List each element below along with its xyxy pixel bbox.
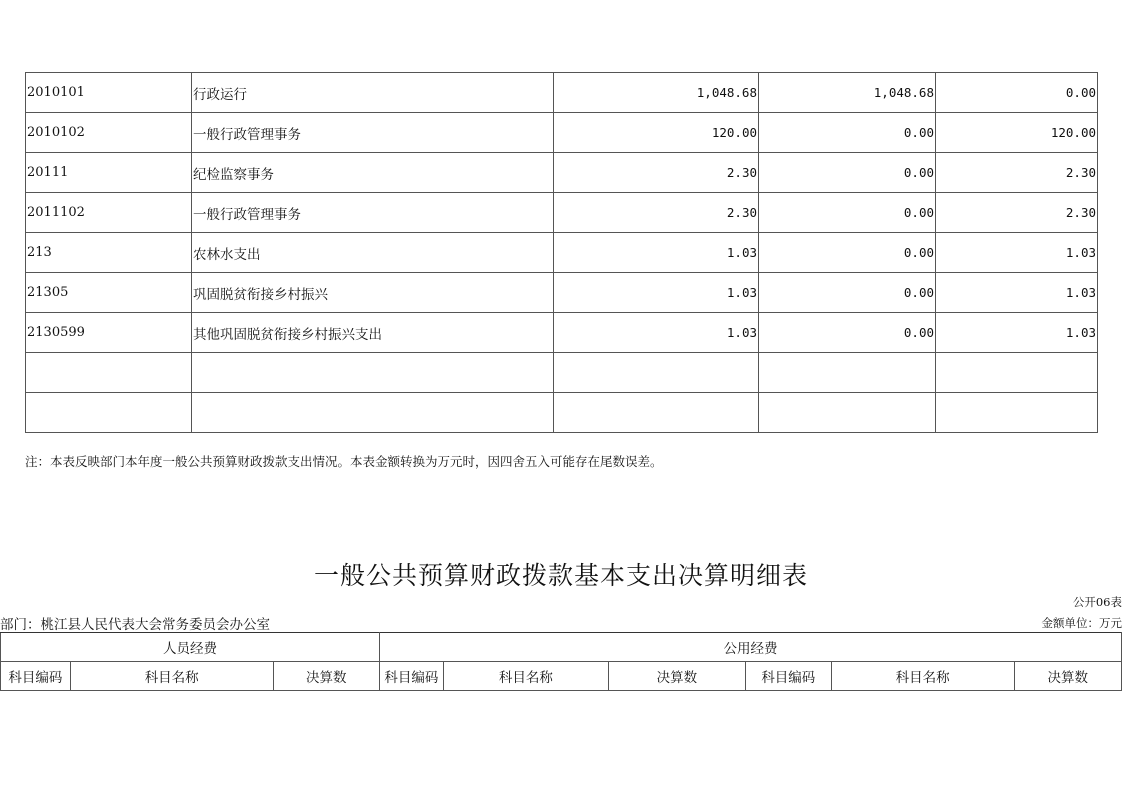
col-header-code: 科目编码 — [745, 662, 831, 691]
project-cell — [936, 393, 1098, 433]
name-cell: 其他巩固脱贫衔接乡村振兴支出 — [192, 313, 554, 353]
name-cell: 行政运行 — [192, 73, 554, 113]
total-cell: 1,048.68 — [554, 73, 759, 113]
code-cell: 2010102 — [26, 113, 192, 153]
name-cell: 一般行政管理事务 — [192, 193, 554, 233]
group-personnel-header: 人员经费 — [1, 633, 380, 662]
name-cell — [192, 393, 554, 433]
table-row — [26, 233, 1098, 273]
basic-cell: 0.00 — [759, 273, 936, 313]
total-cell — [554, 353, 759, 393]
group-public-header: 公用经费 — [379, 633, 1121, 662]
table-row — [26, 313, 1098, 353]
project-cell: 2.30 — [936, 153, 1098, 193]
project-cell — [936, 353, 1098, 393]
project-cell: 1.03 — [936, 233, 1098, 273]
basic-expenditure-detail-table — [0, 632, 1122, 691]
basic-cell: 0.00 — [759, 193, 936, 233]
col-header-amount: 决算数 — [1014, 662, 1121, 691]
basic-cell: 1,048.68 — [759, 73, 936, 113]
expenditure-table — [25, 72, 1098, 433]
total-cell: 2.30 — [554, 193, 759, 233]
department-label: 部门：桃江县人民代表大会常务委员会办公室 — [0, 617, 270, 633]
total-cell: 1.03 — [554, 233, 759, 273]
column-header-row — [1, 662, 1122, 691]
col-header-name: 科目名称 — [831, 662, 1014, 691]
col-header-amount: 决算数 — [273, 662, 379, 691]
project-cell: 120.00 — [936, 113, 1098, 153]
table-row — [26, 113, 1098, 153]
table-row — [26, 193, 1098, 233]
name-cell: 一般行政管理事务 — [192, 113, 554, 153]
col-header-name: 科目名称 — [443, 662, 608, 691]
basic-cell: 0.00 — [759, 113, 936, 153]
total-cell: 1.03 — [554, 273, 759, 313]
total-cell — [554, 393, 759, 433]
basic-cell — [759, 353, 936, 393]
table-row — [26, 273, 1098, 313]
table-row — [26, 353, 1098, 393]
col-header-amount: 决算数 — [608, 662, 745, 691]
table-row — [26, 393, 1098, 433]
form-id: 公开06表 — [1072, 595, 1122, 609]
basic-cell: 0.00 — [759, 233, 936, 273]
project-cell: 1.03 — [936, 313, 1098, 353]
group-header-row — [1, 633, 1122, 662]
basic-cell: 0.00 — [759, 313, 936, 353]
table-row — [26, 153, 1098, 193]
col-header-code: 科目编码 — [379, 662, 443, 691]
col-header-code: 科目编码 — [1, 662, 71, 691]
col-header-name: 科目名称 — [70, 662, 273, 691]
basic-cell: 0.00 — [759, 153, 936, 193]
total-cell: 2.30 — [554, 153, 759, 193]
code-cell: 2130599 — [26, 313, 192, 353]
name-cell: 纪检监察事务 — [192, 153, 554, 193]
table-note: 注：本表反映部门本年度一般公共预算财政拨款支出情况。本表金额转换为万元时，因四舍五入可能存在尾数误差。 — [25, 454, 663, 469]
code-cell — [26, 353, 192, 393]
code-cell: 213 — [26, 233, 192, 273]
page-title: 一般公共预算财政拨款基本支出决算明细表 — [313, 561, 808, 590]
total-cell: 120.00 — [554, 113, 759, 153]
code-cell: 20111 — [26, 153, 192, 193]
unit-label: 金额单位：万元 — [1041, 616, 1122, 630]
table-row — [26, 73, 1098, 113]
name-cell: 农林水支出 — [192, 233, 554, 273]
code-cell: 2010101 — [26, 73, 192, 113]
code-cell — [26, 393, 192, 433]
name-cell: 巩固脱贫衔接乡村振兴 — [192, 273, 554, 313]
basic-cell — [759, 393, 936, 433]
project-cell: 2.30 — [936, 193, 1098, 233]
project-cell: 1.03 — [936, 273, 1098, 313]
name-cell — [192, 353, 554, 393]
project-cell: 0.00 — [936, 73, 1098, 113]
code-cell: 21305 — [26, 273, 192, 313]
code-cell: 2011102 — [26, 193, 192, 233]
total-cell: 1.03 — [554, 313, 759, 353]
